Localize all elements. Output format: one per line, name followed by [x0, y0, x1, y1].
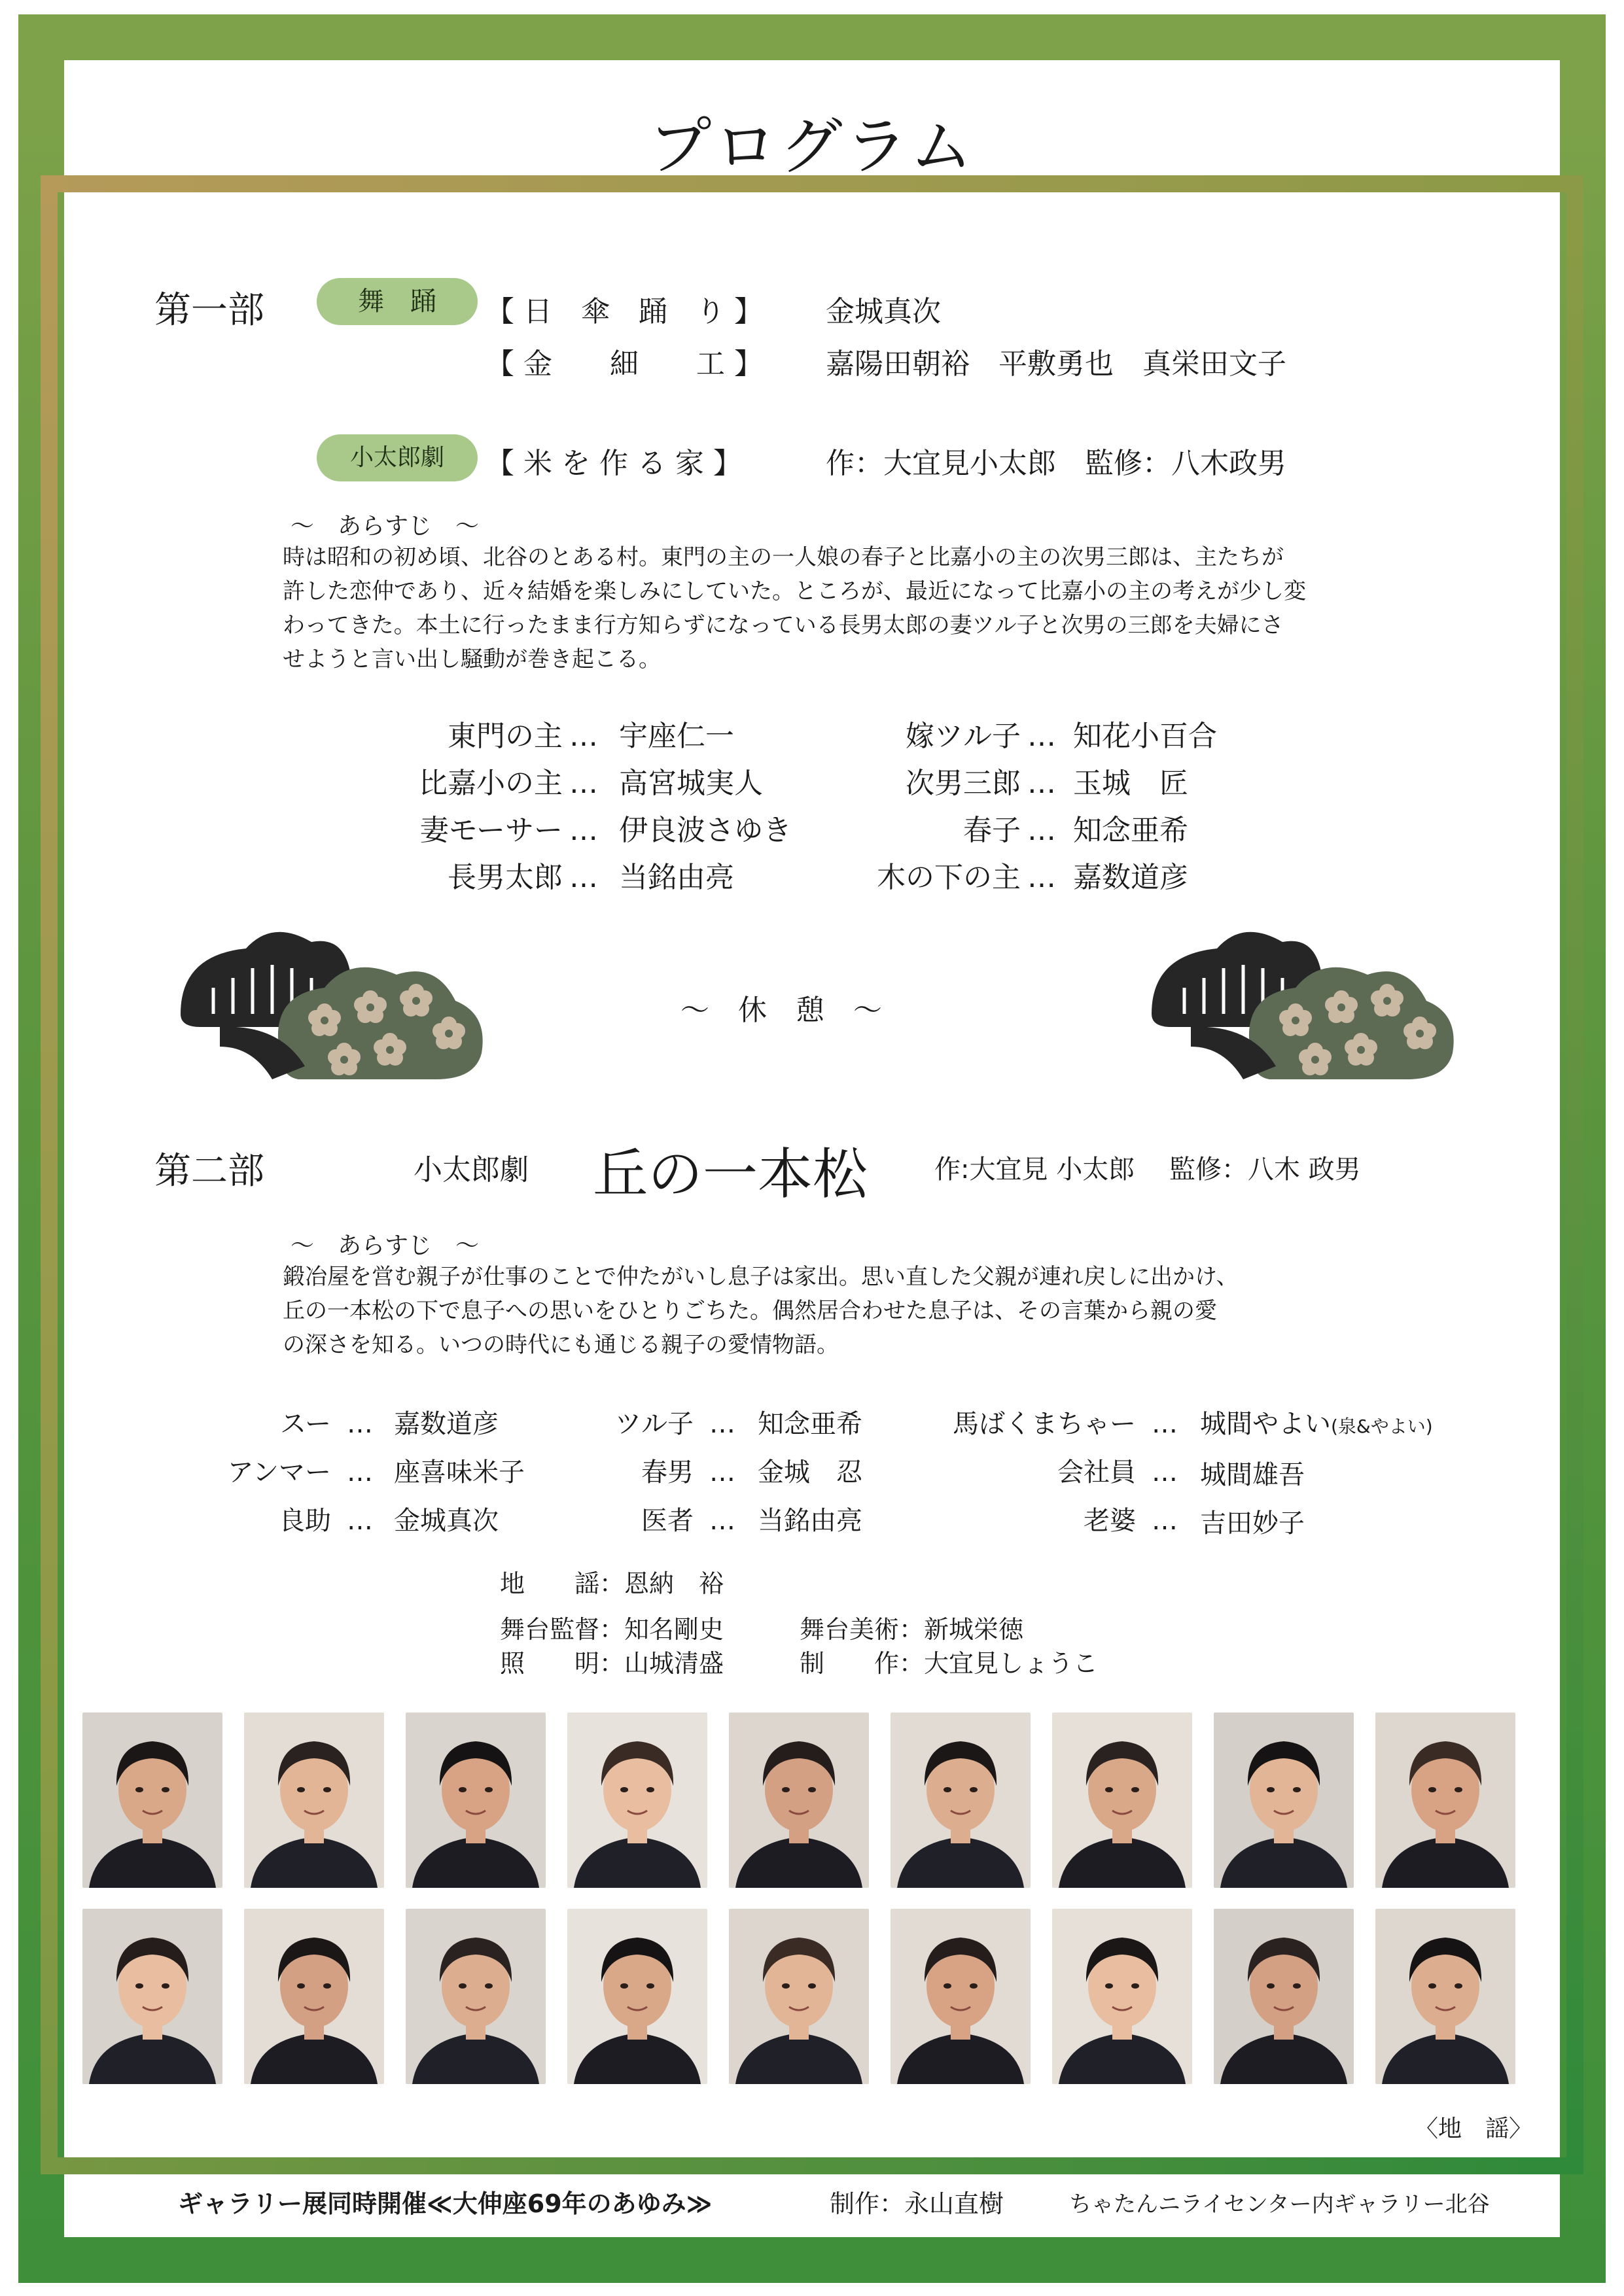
cast-photo: [406, 1909, 546, 2084]
part2-play-title: 丘の一本松: [593, 1142, 868, 1206]
cast-role: ツル子: [615, 1409, 694, 1439]
cast-dots: …: [569, 861, 598, 894]
part2-tag: 小太郎劇: [414, 1153, 529, 1187]
cast-photo: [729, 1713, 869, 1888]
part2-play-credit: 作:大宜見 小太郎 監修：八木 政男: [934, 1155, 1361, 1185]
cast-actor: 宇座仁一: [619, 720, 734, 753]
photo-caption: 〈地 謡〉: [1415, 2115, 1533, 2142]
part2-cast: [196, 1400, 1492, 1550]
synopsis-heading: ～ あらすじ ～: [291, 1232, 480, 1259]
cast-dots: …: [1152, 1457, 1178, 1487]
cast-actor: 嘉数道彦: [394, 1409, 499, 1439]
cast-photo-grid: [82, 1713, 1542, 2105]
synopsis-line: 許した恋仲であり、近々結婚を楽しみにしていた。ところが、最近になって比嘉小の主の考えが少し変: [283, 578, 1306, 604]
intermission: ～ 休 憩 ～: [680, 994, 882, 1027]
cast-actor: 知念亜希: [1073, 814, 1188, 847]
cast-actor: 当銘由亮: [619, 861, 734, 894]
cast-photo: [82, 1909, 222, 2084]
cast-photo: [1052, 1909, 1192, 2084]
cast-dots: …: [1152, 1409, 1178, 1439]
staff-production: 制 作：大宜見しょうこ: [800, 1649, 1099, 1678]
cast-photo: [82, 1713, 222, 1888]
part2-label: 第二部: [154, 1150, 264, 1192]
play-credit: 作：大宜見小太郎 監修：八木政男: [826, 447, 1286, 480]
cast-photo: [1052, 1713, 1192, 1888]
cast-role: 嫁ツル子: [906, 720, 1021, 753]
cast-photo: [1375, 1909, 1515, 2084]
cast-actor: 座喜味米子: [394, 1457, 525, 1487]
cast-actor: 知花小百合: [1073, 720, 1217, 753]
cast-role: 良助: [279, 1506, 331, 1536]
synopsis-text: [283, 540, 1487, 676]
pine-cloud-icon: [1145, 916, 1466, 1086]
gallery-producer: 制作：永山直樹: [830, 2189, 1004, 2218]
cast-dots: …: [709, 1409, 735, 1439]
synopsis-line: 時は昭和の初め頃、北谷のとある村。東門の主の一人娘の春子と比嘉小の主の次男三郎は、主たちが: [283, 544, 1284, 570]
synopsis-line: 鍛冶屋を営む親子が仕事のことで仲たがいし息子は家出。思い直した父親が連れ戻しに出かけ、: [283, 1264, 1239, 1290]
cast-dots: …: [1152, 1506, 1178, 1536]
cast-role: 春男: [641, 1457, 694, 1487]
cast-actor: 嘉数道彦: [1073, 861, 1188, 894]
synopsis-heading: ～ あらすじ ～: [291, 513, 480, 540]
cast-role: 老婆: [1084, 1506, 1136, 1536]
cast-actor: 城間やよい: [1200, 1409, 1331, 1439]
cast-dots: …: [709, 1457, 735, 1487]
cast-actor: 知念亜希: [758, 1409, 862, 1439]
cast-note: (泉&やよい): [1331, 1416, 1433, 1437]
cast-role: 春子: [963, 814, 1021, 847]
staff-lighting: 照 明：山城清盛: [500, 1649, 724, 1678]
cast-actor: 金城真次: [394, 1506, 499, 1536]
cast-role: 医者: [641, 1506, 694, 1536]
cast-photo: [1375, 1713, 1515, 1888]
cast-actor: 玉城 匠: [1073, 767, 1188, 800]
dance-item-title: 【 金 細 工 】: [485, 347, 763, 381]
cast-role: 次男三郎: [906, 767, 1021, 800]
cast-photo: [1214, 1713, 1354, 1888]
page-title: プログラム: [648, 110, 976, 183]
dance-item-performers: 嘉陽田朝裕 平敷勇也 真栄田文子: [826, 347, 1286, 381]
staff-stage-director: 舞台監督：知名剛史: [500, 1615, 724, 1644]
gallery-notice: ギャラリー展同時開催≪大伸座69年のあゆみ≫: [178, 2189, 713, 2218]
cast-photo: [729, 1909, 869, 2084]
cast-role: 木の下の主: [877, 861, 1021, 894]
cast-photo: [891, 1713, 1031, 1888]
cast-role: 会社員: [1057, 1457, 1136, 1487]
cast-actor: 当銘由亮: [758, 1506, 862, 1536]
cast-photo: [567, 1713, 707, 1888]
cast-dots: …: [569, 767, 598, 800]
cast-dots: …: [1027, 767, 1056, 800]
play-tag: 小太郎劇: [317, 434, 478, 481]
cast-photo: [244, 1713, 384, 1888]
cast-dots: …: [709, 1506, 735, 1536]
synopsis-line: 丘の一本松の下で息子への思いをひとりごちた。偶然居合わせた息子は、その言葉から親の愛: [283, 1298, 1217, 1324]
cast-dots: …: [569, 720, 598, 753]
cast-dots: …: [347, 1409, 373, 1439]
cast-dots: …: [1027, 861, 1056, 894]
cast-photo: [567, 1909, 707, 2084]
cast-actor: 吉田妙子: [1200, 1508, 1305, 1539]
cast-role: 長男太郎: [448, 861, 563, 894]
dance-item-title: 【 日 傘 踊 り 】: [485, 295, 763, 328]
play-title: 【 米 を 作 る 家 】: [485, 447, 742, 480]
pine-cloud-icon: [174, 916, 495, 1086]
synopsis-text: [283, 1260, 1487, 1362]
staff-stage-art: 舞台美術：新城栄徳: [800, 1615, 1024, 1644]
cast-photo: [244, 1909, 384, 2084]
cast-photo: [891, 1909, 1031, 2084]
synopsis-line: わってきた。本土に行ったまま行方知らずになっている長男太郎の妻ツル子と次男の三郎を夫婦にさ: [283, 612, 1284, 638]
staff-jiutai: 地 謡：恩納 裕: [500, 1569, 724, 1598]
synopsis-line: の深さを知る。いつの時代にも通じる親子の愛情物語。: [283, 1332, 839, 1358]
cast-actor: 伊良波さゆき: [619, 814, 792, 847]
cast-role: アンマー: [227, 1457, 331, 1487]
gallery-venue: ちゃたんニライセンター内ギャラリー北谷: [1069, 2191, 1490, 2218]
cast-dots: …: [347, 1457, 373, 1487]
cast-role: 妻モーサー: [419, 814, 563, 847]
dance-item-performers: 金城真次: [826, 295, 941, 328]
cast-role: スー: [280, 1409, 331, 1439]
cast-photo: [406, 1713, 546, 1888]
cast-dots: …: [347, 1506, 373, 1536]
cast-role: 東門の主: [448, 720, 563, 753]
cast-actor: 高宮城実人: [619, 767, 763, 800]
cast-dots: …: [569, 814, 598, 847]
cast-role: 馬ばくまちゃー: [953, 1409, 1136, 1439]
cast-role: 比嘉小の主: [419, 767, 563, 800]
dance-tag: 舞 踊: [317, 278, 478, 325]
cast-dots: …: [1027, 814, 1056, 847]
cast-actor: 城間雄吾: [1200, 1460, 1305, 1490]
synopsis-line: せようと言い出し騒動が巻き起こる。: [283, 646, 661, 672]
cast-dots: …: [1027, 720, 1056, 753]
cast-actor: 金城 忍: [758, 1457, 862, 1487]
cast-photo: [1214, 1909, 1354, 2084]
part1-label: 第一部: [154, 289, 264, 332]
